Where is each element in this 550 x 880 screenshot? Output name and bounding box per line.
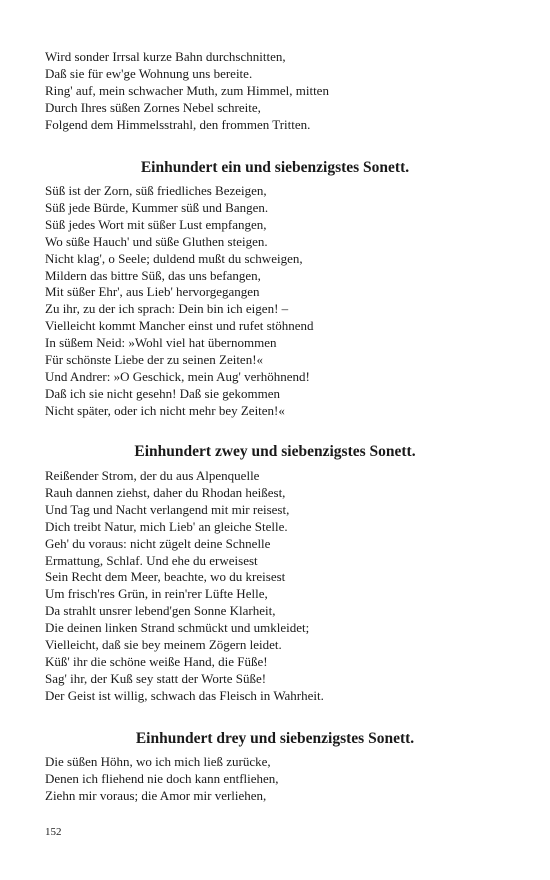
sonnet-body [45, 468, 515, 705]
poem-line: Süß ist der Zorn, süß friedliches Bezeigen, [45, 183, 267, 198]
poem-line: Durch Ihres süßen Zornes Nebel schreite, [45, 99, 261, 115]
poem-line: Mildern das bittre Süß, das uns befangen, [45, 267, 261, 283]
sonnet-body [45, 754, 515, 805]
poem-line: Für schönste Liebe der zu seinen Zeiten!« [45, 352, 264, 368]
poem-line: Wo süße Hauch' und süße Gluthen steigen. [45, 233, 268, 249]
poem-line: Sein Recht dem Meer, beachte, wo du kreisest [45, 569, 286, 585]
poem-line: Rauh dannen ziehst, daher du Rhodan heißest, [45, 484, 286, 500]
poem-line: Da strahlt unsrer lebend'gen Sonne Klarheit, [45, 603, 276, 619]
poem-line: Nicht später, oder ich nicht mehr bey Zeiten!« [45, 402, 285, 418]
poem-line: Nicht klag', o Seele; duldend mußt du schweigen, [45, 250, 303, 266]
poem-line: Vielleicht, daß sie bey meinem Zögern leidet. [45, 637, 282, 653]
poem-line: Geh' du voraus: nicht zügelt deine Schnelle [45, 535, 271, 551]
poem-line: Vielleicht kommt Mancher einst und rufet stöhnend [45, 318, 314, 334]
poem-line: Wird sonder Irrsal kurze Bahn durchschnitten, [45, 49, 286, 64]
poem-line: Ring' auf, mein schwacher Muth, zum Himmel, mitten [45, 82, 329, 98]
poem-line: Denen ich fliehend nie doch kann entfliehen, [45, 770, 279, 786]
sonnet-title: Einhundert zwey und siebenzigstes Sonett. [134, 443, 416, 460]
poem-line: Zu ihr, zu der ich sprach: Dein bin ich eigen! – [45, 301, 289, 317]
poem-line: Süß jede Bürde, Kummer süß und Bangen. [45, 199, 269, 215]
sonnet-title: Einhundert ein und siebenzigstes Sonett. [140, 159, 410, 176]
poem-line: Süß jedes Wort mit süßer Lust empfangen, [45, 216, 267, 232]
poem-line: Ziehn mir voraus; die Amor mir verliehen, [45, 787, 267, 803]
poem-line: Küß' ihr die schöne weiße Hand, die Füße! [45, 653, 268, 669]
poem-line: Daß ich sie nicht gesehn! Daß sie gekommen [45, 385, 281, 401]
intro-stanza [45, 49, 515, 134]
poem-line: Sag' ihr, der Kuß sey statt der Worte Süße! [45, 670, 267, 686]
poem-line: Dich treibt Natur, mich Lieb' an gleiche Stelle. [45, 518, 288, 534]
sonnet-title: Einhundert drey und siebenzigstes Sonett. [135, 730, 415, 747]
page-number: 152 [45, 826, 62, 838]
poem-line: Folgend dem Himmelsstrahl, den frommen Tritten. [45, 116, 311, 132]
poem-line: Reißender Strom, der du aus Alpenquelle [45, 468, 260, 483]
poem-line: Daß sie für ew'ge Wohnung uns bereite. [45, 65, 253, 81]
poem-line: Die deinen linken Strand schmückt und umkleidet; [45, 620, 310, 636]
poem-line: Die süßen Höhn, wo ich mich ließ zurücke, [45, 754, 271, 769]
poem-line: Und Andrer: »O Geschick, mein Aug' verhöhnend! [45, 368, 310, 384]
poem-line: Um frisch'res Grün, in rein'rer Lüfte Helle, [45, 586, 268, 602]
poem-line: Und Tag und Nacht verlangend mit mir reisest, [45, 501, 290, 517]
poem-line: Der Geist ist willig, schwach das Fleisch in Wahrheit. [45, 687, 324, 703]
poem-line: In süßem Neid: »Wohl viel hat übernommen [45, 335, 277, 351]
sonnet-body [45, 183, 515, 420]
poem-line: Mit süßer Ehr', aus Lieb' hervorgegangen [45, 284, 260, 300]
poem-line: Ermattung, Schlaf. Und ehe du erweisest [45, 552, 258, 568]
